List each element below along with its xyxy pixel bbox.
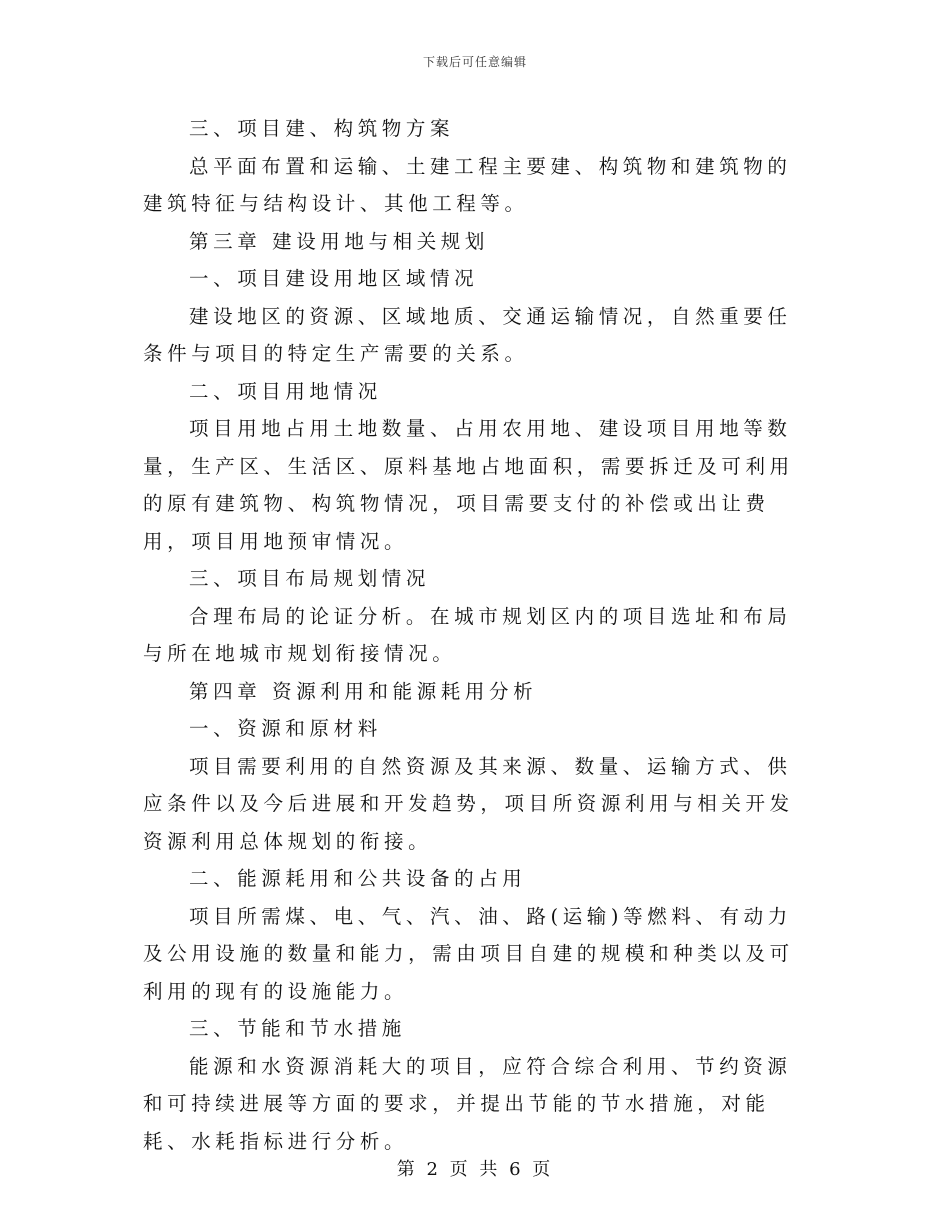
paragraph-layout-plan: 合理布局的论证分析。在城市规划区内的项目选址和布局与所在地城市规划衔接情况。 <box>143 604 792 665</box>
paragraph-saving: 能源和水资源消耗大的项目，应符合综合利用、节约资源和可持续进展等方面的要求，并提出节能的节水措施，对能耗、水耗指标进行分析。 <box>143 1054 792 1153</box>
paragraph-building-plan: 总平面布置和运输、土建工程主要建、构筑物和建筑物的建筑特征与结构设计、其他工程等。 <box>143 154 792 215</box>
page-header: 下载后可任意编辑 <box>422 55 527 69</box>
section-heading-saving: 三、节能和节水措施 <box>189 1017 406 1040</box>
document-body <box>143 110 808 1160</box>
chapter-heading-3: 第三章 建设用地与相关规划 <box>189 229 489 253</box>
chapter-heading-4: 第四章 资源利用和能源耗用分析 <box>189 679 538 703</box>
section-heading-resources: 一、资源和原材料 <box>189 717 382 740</box>
paragraph-land-area: 建设地区的资源、区域地质、交通运输情况，自然重要任条件与项目的特定生产需要的关系。 <box>143 304 792 365</box>
section-heading-layout-plan: 三、项目布局规划情况 <box>189 567 431 590</box>
section-heading-building-plan: 三、项目建、构筑物方案 <box>189 117 455 140</box>
section-heading-energy: 二、能源耗用和公共设备的占用 <box>189 867 527 890</box>
section-heading-land-area: 一、项目建设用地区域情况 <box>189 267 479 290</box>
section-heading-land-use: 二、项目用地情况 <box>189 379 382 403</box>
paragraph-land-use: 项目用地占用土地数量、占用农用地、建设项目用地等数量，生产区、生活区、原料基地占地面积，需要拆迁及可利用的原有建筑物、构筑物情况，项目需要支付的补偿或出让费用，项目用地预审情况。 <box>143 417 794 553</box>
paragraph-resources: 项目需要利用的自然资源及其来源、数量、运输方式、供应条件以及今后进展和开发趋势，项目所资源利用与相关开发资源利用总体规划的衔接。 <box>143 754 794 853</box>
paragraph-energy: 项目所需煤、电、气、汽、油、路(运输)等燃料、有动力及公用设施的数量和能力，需由项目自建的规模和种类以及可利用的现有的设施能力。 <box>143 904 794 1003</box>
page-number: 第 2 页 共 6 页 <box>396 1159 554 1180</box>
